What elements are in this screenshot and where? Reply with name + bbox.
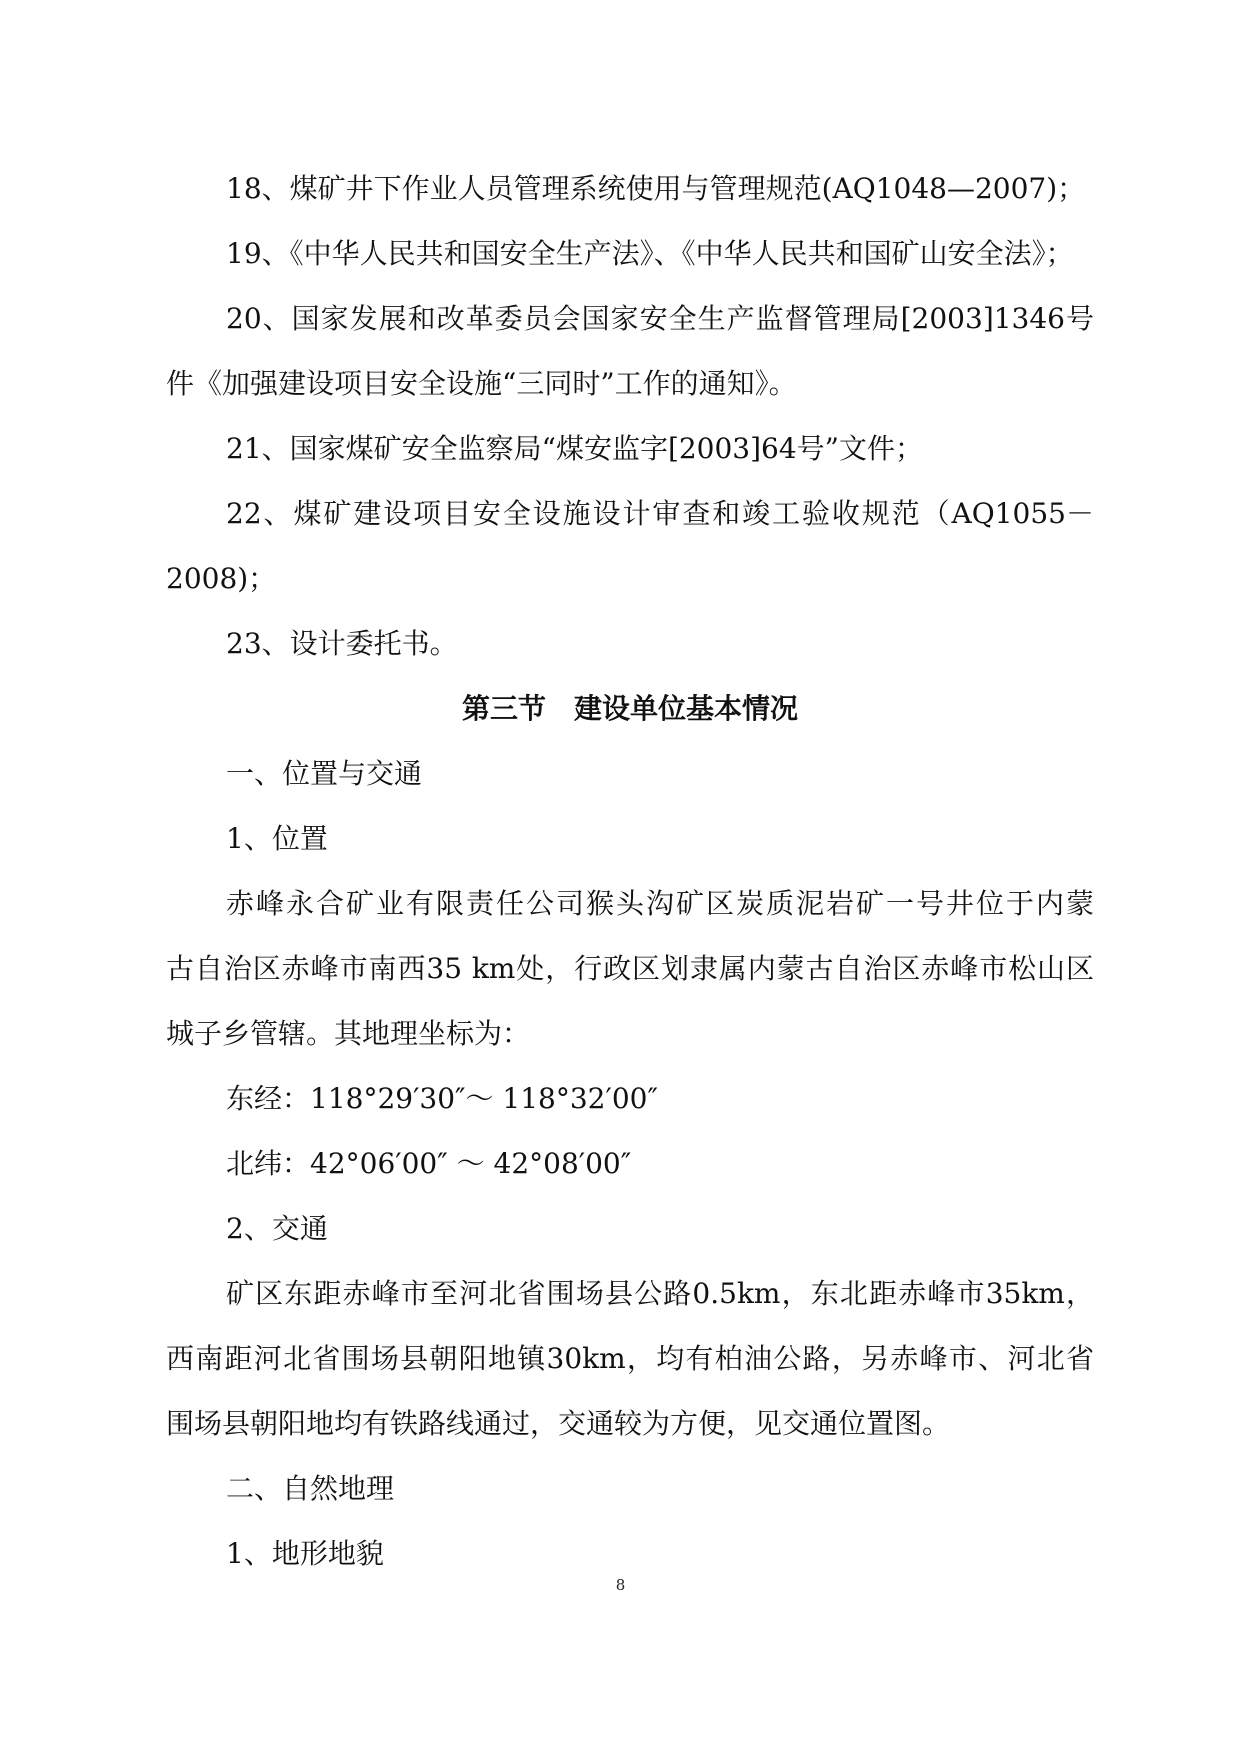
section-heading: 第三节 建设单位基本情况 [461,692,798,725]
list-item: 21、国家煤矿安全监察局“煤安监字[2003]64号”文件； [226,432,923,465]
paragraph-line: 赤峰永合矿业有限责任公司猴头沟矿区炭质泥岩矿一号井位于内蒙 [226,887,1094,920]
list-item: 20、国家发展和改革委员会国家安全生产监督管理局[2003]1346号 [226,302,1094,335]
subsection-heading: 二、自然地理 [226,1472,395,1505]
paragraph-line: 城子乡管辖。其地理坐标为： [166,1017,531,1050]
document-body [166,156,1094,1586]
paragraph-line: 西南距河北省围场县朝阳地镇30km，均有柏油公路，另赤峰市、河北省 [166,1342,1094,1375]
list-item-continuation: 2008)； [166,562,277,595]
subsection-heading: 一、位置与交通 [226,757,423,790]
coordinate-latitude: 北纬：42°06′00″ ～ 42°08′00″ [226,1147,632,1180]
page-number: 8 [615,1576,626,1594]
list-item: 19、《中华人民共和国安全生产法》、《中华人民共和国矿山安全法》； [226,237,1074,270]
list-item: 23、设计委托书。 [226,627,458,660]
list-item: 22、煤矿建设项目安全设施设计审查和竣工验收规范（AQ1055－ [226,497,1094,530]
list-item-continuation: 件《加强建设项目安全设施“三同时”工作的通知》。 [166,367,797,400]
subsection-heading: 2、交通 [226,1212,328,1245]
list-item: 18、煤矿井下作业人员管理系统使用与管理规范(AQ1048—2007)； [226,172,1086,205]
paragraph-line: 矿区东距赤峰市至河北省围场县公路0.5km，东北距赤峰市35km， [226,1277,1094,1310]
subsection-heading: 1、地形地貌 [226,1537,384,1570]
coordinate-longitude: 东经：118°29′30″～ 118°32′00″ [226,1082,658,1115]
paragraph-line: 古自治区赤峰市南西35 km处，行政区划隶属内蒙古自治区赤峰市松山区 [166,952,1094,985]
paragraph-line: 围场县朝阳地均有铁路线通过，交通较为方便，见交通位置图。 [166,1407,951,1440]
subsection-heading: 1、位置 [226,822,328,855]
